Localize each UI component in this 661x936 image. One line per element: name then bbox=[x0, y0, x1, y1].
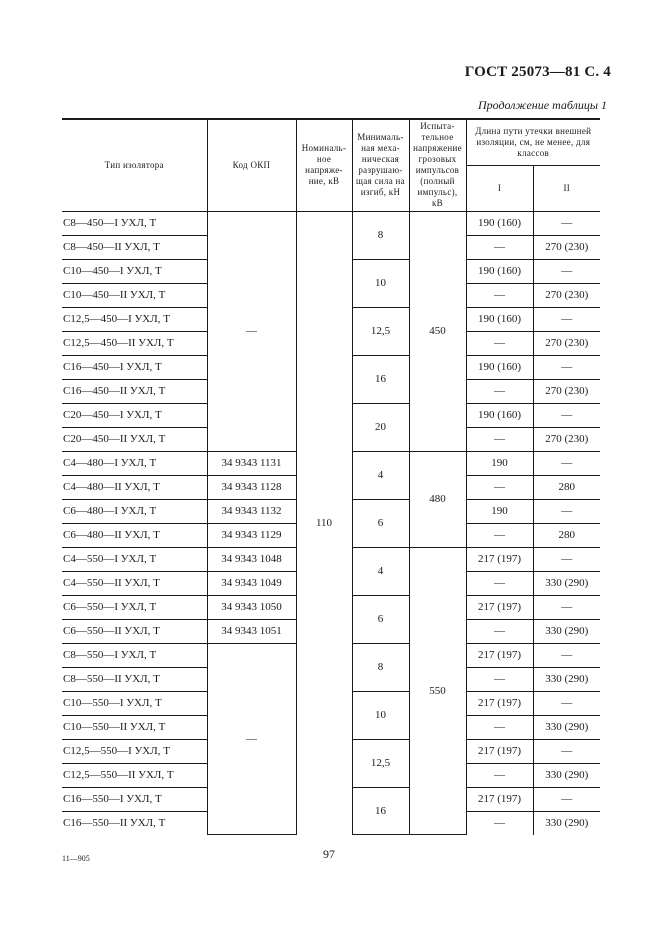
leakage-class-2-cell: 330 (290) bbox=[533, 667, 600, 691]
breaking-force-cell: 10 bbox=[352, 259, 409, 307]
leakage-class-1-cell: — bbox=[466, 763, 533, 787]
nominal-voltage-cell: 110 bbox=[296, 211, 352, 835]
leakage-class-1-cell: 217 (197) bbox=[466, 739, 533, 763]
okp-code-cell: 34 9343 1050 bbox=[207, 595, 296, 619]
leakage-class-1-cell: 190 (160) bbox=[466, 259, 533, 283]
okp-code-cell: 34 9343 1049 bbox=[207, 571, 296, 595]
leakage-class-2-cell: 280 bbox=[533, 523, 600, 547]
okp-code-cell: 34 9343 1048 bbox=[207, 547, 296, 571]
insulator-type-cell: С6—480—I УХЛ, Т bbox=[62, 499, 207, 523]
leakage-class-2-cell: — bbox=[533, 451, 600, 475]
insulator-type-cell: С4—480—II УХЛ, Т bbox=[62, 475, 207, 499]
breaking-force-cell: 16 bbox=[352, 787, 409, 835]
table-body bbox=[62, 211, 600, 835]
leakage-class-1-cell: 190 bbox=[466, 499, 533, 523]
breaking-force-cell: 12,5 bbox=[352, 739, 409, 787]
leakage-class-1-cell: — bbox=[466, 427, 533, 451]
leakage-class-2-cell: 330 (290) bbox=[533, 763, 600, 787]
insulator-type-cell: С12,5—450—I УХЛ, Т bbox=[62, 307, 207, 331]
header-class-1: I bbox=[466, 165, 533, 211]
header-type: Тип изолятора bbox=[62, 119, 207, 211]
breaking-force-cell: 4 bbox=[352, 451, 409, 499]
leakage-class-2-cell: 270 (230) bbox=[533, 427, 600, 451]
insulator-type-cell: С8—550—II УХЛ, Т bbox=[62, 667, 207, 691]
leakage-class-2-cell: — bbox=[533, 643, 600, 667]
leakage-class-2-cell: 330 (290) bbox=[533, 619, 600, 643]
insulator-type-cell: С20—450—II УХЛ, Т bbox=[62, 427, 207, 451]
insulator-type-cell: С6—550—I УХЛ, Т bbox=[62, 595, 207, 619]
header-class-2: II bbox=[533, 165, 600, 211]
insulator-type-cell: С4—550—I УХЛ, Т bbox=[62, 547, 207, 571]
leakage-class-2-cell: 330 (290) bbox=[533, 715, 600, 739]
header-leakage: Длина пути утечки внешней изоляции, см, не менее, для классов bbox=[466, 119, 600, 165]
insulator-type-cell: С12,5—550—I УХЛ, Т bbox=[62, 739, 207, 763]
page-header: ГОСТ 25073—81 С. 4 bbox=[464, 64, 611, 80]
insulator-type-cell: С6—550—II УХЛ, Т bbox=[62, 619, 207, 643]
leakage-class-2-cell: 330 (290) bbox=[533, 811, 600, 835]
leakage-class-1-cell: 217 (197) bbox=[466, 547, 533, 571]
breaking-force-cell: 4 bbox=[352, 547, 409, 595]
insulator-type-cell: С10—450—II УХЛ, Т bbox=[62, 283, 207, 307]
page-number: 97 bbox=[323, 847, 335, 861]
okp-code-cell: — bbox=[207, 211, 296, 451]
leakage-class-1-cell: — bbox=[466, 715, 533, 739]
test-voltage-cell: 550 bbox=[409, 547, 466, 835]
table-continuation-label: Продолжение таблицы 1 bbox=[477, 98, 607, 112]
table-row bbox=[62, 211, 600, 235]
leakage-class-2-cell: — bbox=[533, 787, 600, 811]
leakage-class-2-cell: 270 (230) bbox=[533, 235, 600, 259]
breaking-force-cell: 12,5 bbox=[352, 307, 409, 355]
leakage-class-1-cell: — bbox=[466, 283, 533, 307]
insulator-type-cell: С8—550—I УХЛ, Т bbox=[62, 643, 207, 667]
insulator-type-cell: С10—550—I УХЛ, Т bbox=[62, 691, 207, 715]
insulator-type-cell: С20—450—I УХЛ, Т bbox=[62, 403, 207, 427]
leakage-class-1-cell: — bbox=[466, 811, 533, 835]
leakage-class-1-cell: 190 (160) bbox=[466, 403, 533, 427]
leakage-class-1-cell: — bbox=[466, 667, 533, 691]
leakage-class-1-cell: — bbox=[466, 523, 533, 547]
leakage-class-2-cell: — bbox=[533, 595, 600, 619]
leakage-class-2-cell: — bbox=[533, 547, 600, 571]
leakage-class-2-cell: — bbox=[533, 691, 600, 715]
insulator-type-cell: С16—550—II УХЛ, Т bbox=[63, 817, 166, 829]
insulator-type-cell: С12,5—550—II УХЛ, Т bbox=[62, 763, 207, 787]
leakage-class-1-cell: — bbox=[466, 379, 533, 403]
leakage-class-2-cell: — bbox=[533, 307, 600, 331]
breaking-force-cell: 8 bbox=[352, 643, 409, 691]
leakage-class-1-cell: 190 (160) bbox=[466, 355, 533, 379]
leakage-class-2-cell: — bbox=[533, 499, 600, 523]
leakage-class-1-cell: 190 (160) bbox=[466, 307, 533, 331]
header-voltage: Номиналь-ное напряже-ние, кВ bbox=[296, 119, 352, 211]
leakage-class-1-cell: 217 (197) bbox=[466, 643, 533, 667]
breaking-force-cell: 6 bbox=[352, 595, 409, 643]
insulator-type-cell: С6—480—II УХЛ, Т bbox=[62, 523, 207, 547]
breaking-force-cell: 10 bbox=[352, 691, 409, 739]
leakage-class-2-cell: 270 (230) bbox=[533, 283, 600, 307]
leakage-class-2-cell: — bbox=[533, 211, 600, 235]
insulator-type-cell: С16—550—I УХЛ, Т bbox=[62, 787, 207, 811]
breaking-force-cell: 16 bbox=[352, 355, 409, 403]
okp-code-cell: 34 9343 1129 bbox=[207, 523, 296, 547]
leakage-class-2-cell: 270 (230) bbox=[533, 379, 600, 403]
leakage-class-1-cell: 217 (197) bbox=[466, 787, 533, 811]
insulator-type-cell: С4—550—II УХЛ, Т bbox=[62, 571, 207, 595]
leakage-class-1-cell: — bbox=[466, 571, 533, 595]
breaking-force-cell: 6 bbox=[352, 499, 409, 547]
insulator-type-cell: С10—550—II УХЛ, Т bbox=[62, 715, 207, 739]
insulator-type-cell: С4—480—I УХЛ, Т bbox=[62, 451, 207, 475]
leakage-class-2-cell: — bbox=[533, 259, 600, 283]
leakage-class-1-cell: 190 bbox=[466, 451, 533, 475]
header-test-voltage: Испыта-тельное напряжение грозовых импульсов (полный импульс), кВ bbox=[409, 119, 466, 211]
leakage-class-2-cell: — bbox=[533, 355, 600, 379]
okp-code-cell: 34 9343 1131 bbox=[207, 451, 296, 475]
okp-code-cell: — bbox=[207, 643, 296, 835]
header-okp: Код ОКП bbox=[207, 119, 296, 211]
test-voltage-cell: 480 bbox=[409, 451, 466, 547]
insulator-type-cell: С8—450—I УХЛ, Т bbox=[62, 211, 207, 235]
okp-code-cell: 34 9343 1128 bbox=[207, 475, 296, 499]
test-voltage-cell: 450 bbox=[409, 211, 466, 451]
insulator-type-cell: С8—450—II УХЛ, Т bbox=[62, 235, 207, 259]
insulator-table bbox=[62, 118, 600, 835]
breaking-force-cell: 20 bbox=[352, 403, 409, 451]
leakage-class-1-cell: — bbox=[466, 475, 533, 499]
leakage-class-1-cell: 217 (197) bbox=[466, 691, 533, 715]
okp-code-cell: 34 9343 1132 bbox=[207, 499, 296, 523]
okp-code-cell: 34 9343 1051 bbox=[207, 619, 296, 643]
leakage-class-1-cell: 217 (197) bbox=[466, 595, 533, 619]
header-force: Минималь-ная меха-ническая разрушаю-щая сила на изгиб, кН bbox=[352, 119, 409, 211]
insulator-type-cell: С10—450—I УХЛ, Т bbox=[62, 259, 207, 283]
leakage-class-1-cell: — bbox=[466, 331, 533, 355]
footer-code: 11—905 bbox=[62, 854, 90, 863]
insulator-type-cell: С16—450—I УХЛ, Т bbox=[62, 355, 207, 379]
leakage-class-2-cell: 330 (290) bbox=[533, 571, 600, 595]
leakage-class-2-cell: 270 (230) bbox=[533, 331, 600, 355]
leakage-class-2-cell: — bbox=[533, 739, 600, 763]
insulator-type-cell: С12,5—450—II УХЛ, Т bbox=[62, 331, 207, 355]
leakage-class-1-cell: — bbox=[466, 235, 533, 259]
leakage-class-1-cell: 190 (160) bbox=[466, 211, 533, 235]
leakage-class-1-cell: — bbox=[466, 619, 533, 643]
insulator-type-cell: С16—450—II УХЛ, Т bbox=[62, 379, 207, 403]
leakage-class-2-cell: 280 bbox=[533, 475, 600, 499]
breaking-force-cell: 8 bbox=[352, 211, 409, 259]
leakage-class-2-cell: — bbox=[533, 403, 600, 427]
